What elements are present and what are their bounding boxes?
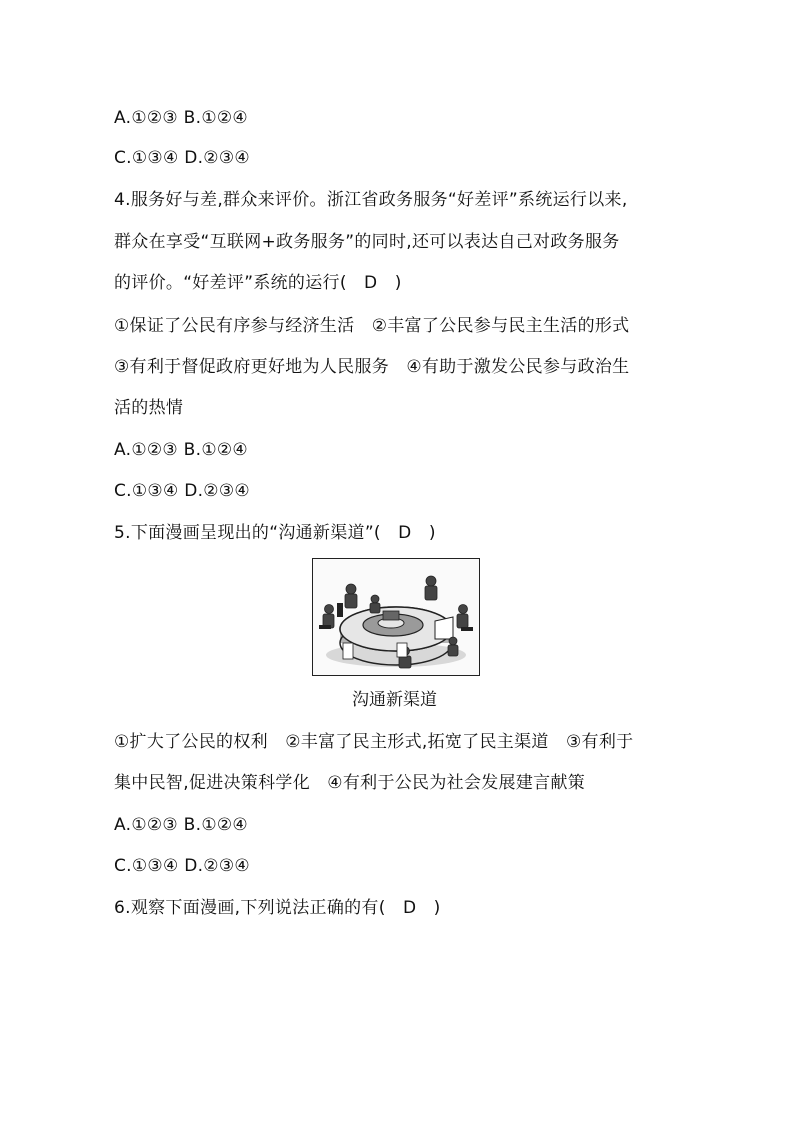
q4-stem-line-2: 群众在享受“互联网+政务服务”的同时,还可以表达自己对政务服务 — [114, 232, 620, 252]
figure-caption: 沟通新渠道 — [352, 690, 437, 710]
q3-options-ab: A.①②③ B.①②④ — [114, 108, 248, 128]
q5-statements-1: ①扩大了公民的权利 ②丰富了民主形式,拓宽了民主渠道 ③有利于 — [114, 732, 634, 752]
q5-stem: 5.下面漫画呈现出的“沟通新渠道”( D ) — [114, 523, 436, 543]
q4-statements-1: ①保证了公民有序参与经济生活 ②丰富了公民参与民主生活的形式 — [114, 316, 630, 336]
cartoon-drawing — [313, 559, 479, 675]
q4-stem-line-1: 4.服务好与差,群众来评价。浙江省政务服务“好差评”系统运行以来, — [114, 190, 628, 210]
q5-options-ab: A.①②③ B.①②④ — [114, 815, 248, 835]
q6-stem: 6.观察下面漫画,下列说法正确的有( D ) — [114, 898, 441, 918]
q5-options-cd: C.①③④ D.②③④ — [114, 856, 250, 876]
q3-options-cd: C.①③④ D.②③④ — [114, 148, 250, 168]
q4-options-ab: A.①②③ B.①②④ — [114, 440, 248, 460]
q4-statements-3: 活的热情 — [114, 398, 184, 418]
q4-stem-line-3: 的评价。“好差评”系统的运行( D ) — [114, 273, 402, 293]
cartoon-image — [312, 558, 480, 676]
q4-statements-2: ③有利于督促政府更好地为人民服务 ④有助于激发公民参与政治生 — [114, 357, 630, 377]
q4-options-cd: C.①③④ D.②③④ — [114, 481, 250, 501]
q5-statements-2: 集中民智,促进决策科学化 ④有利于公民为社会发展建言献策 — [114, 773, 586, 793]
